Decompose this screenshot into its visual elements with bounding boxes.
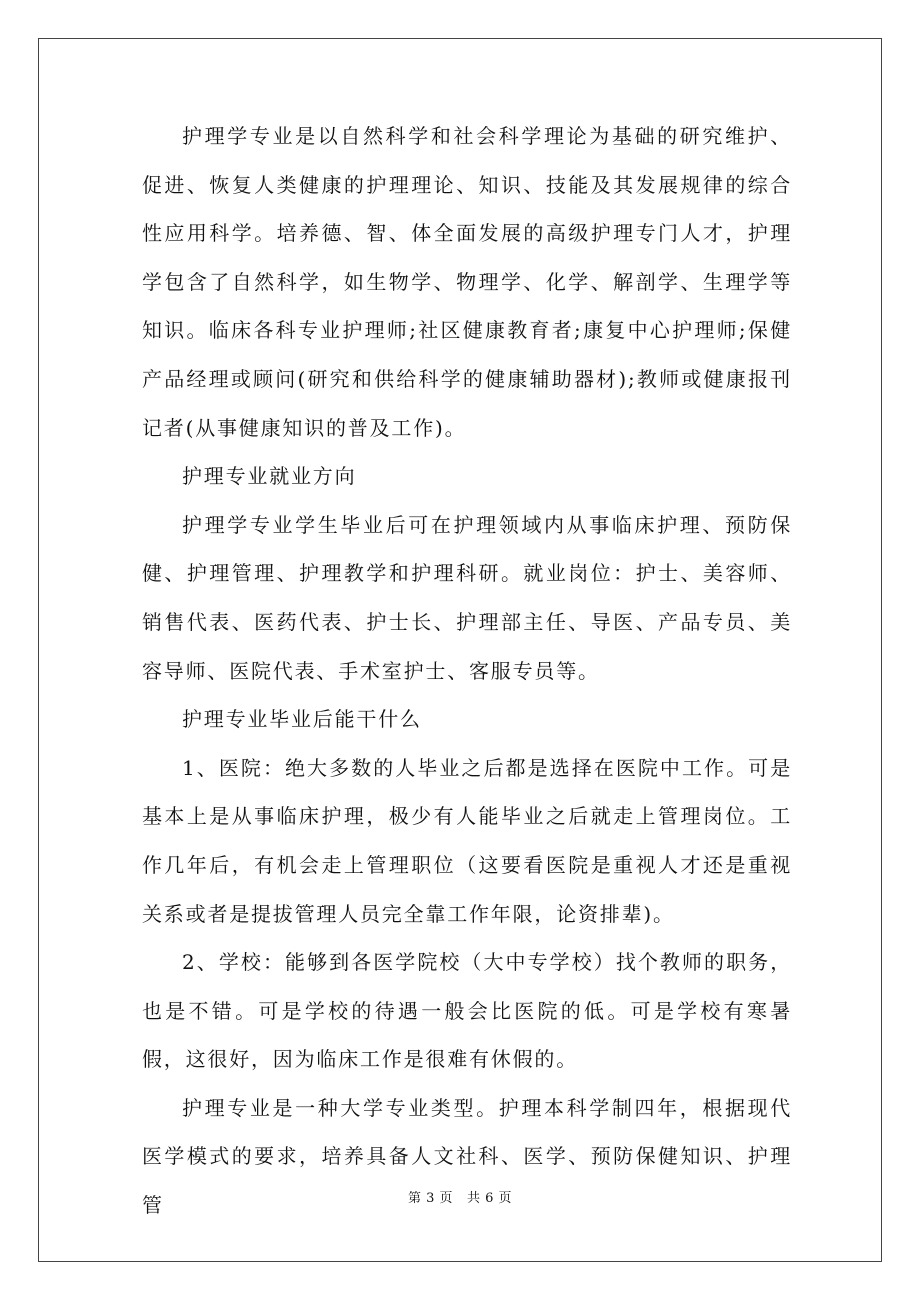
page-number: 第 3 页 <box>407 1191 453 1206</box>
heading-after-graduation: 护理专业毕业后能干什么 <box>182 707 422 732</box>
paragraph-employment: 护理学专业学生毕业后可在护理领域内从事临床护理、预防保健、护理管理、护理教学和护理科研。就业岗位：护士、美容师、销售代表、医药代表、护士长、护理部主任、导医、产品专员、美容导师、医院代表、手术室护士、客服专员等。 <box>142 512 792 683</box>
paragraph-hospital: 1、医院：绝大多数的人毕业之后都是选择在医院中工作。可是基本上是从事临床护理，极少有人能毕业之后就走上管理岗位。工作几年后，有机会走上管理职位（这要看医院是重视人才还是重视关系或者是提拔管理人员完全靠工作年限，论资排辈)。 <box>142 755 792 926</box>
document-body <box>142 112 792 1230</box>
heading-employment-direction: 护理专业就业方向 <box>182 464 357 489</box>
page-footer <box>0 1187 920 1206</box>
paragraph-school: 2、学校：能够到各医学院校（大中专学校）找个教师的职务，也是不错。可是学校的待遇一般会比医院的低。可是学校有寒暑假，这很好，因为临床工作是很难有休假的。 <box>142 950 792 1072</box>
paragraph-major-type: 护理专业是一种大学专业类型。护理本科学制四年，根据现代医学模式的要求，培养具备人文社科、医学、预防保健知识、护理管 <box>142 1095 792 1218</box>
total-pages: 共 6 页 <box>467 1191 513 1206</box>
paragraph-intro: 护理学专业是以自然科学和社会科学理论为基础的研究维护、促进、恢复人类健康的护理理论、知识、技能及其发展规律的综合性应用科学。培养德、智、体全面发展的高级护理专门人才，护理学包含了自然科学，如生物学、物理学、化学、解剖学、生理学等知识。临床各科专业护理师;社区健康教育者;康复中心护理师;保健产品经理或顾问(研究和供给科学的健康辅助器材);教师或健康报刊记者(从事健康知识的普及工作)。 <box>142 124 792 440</box>
